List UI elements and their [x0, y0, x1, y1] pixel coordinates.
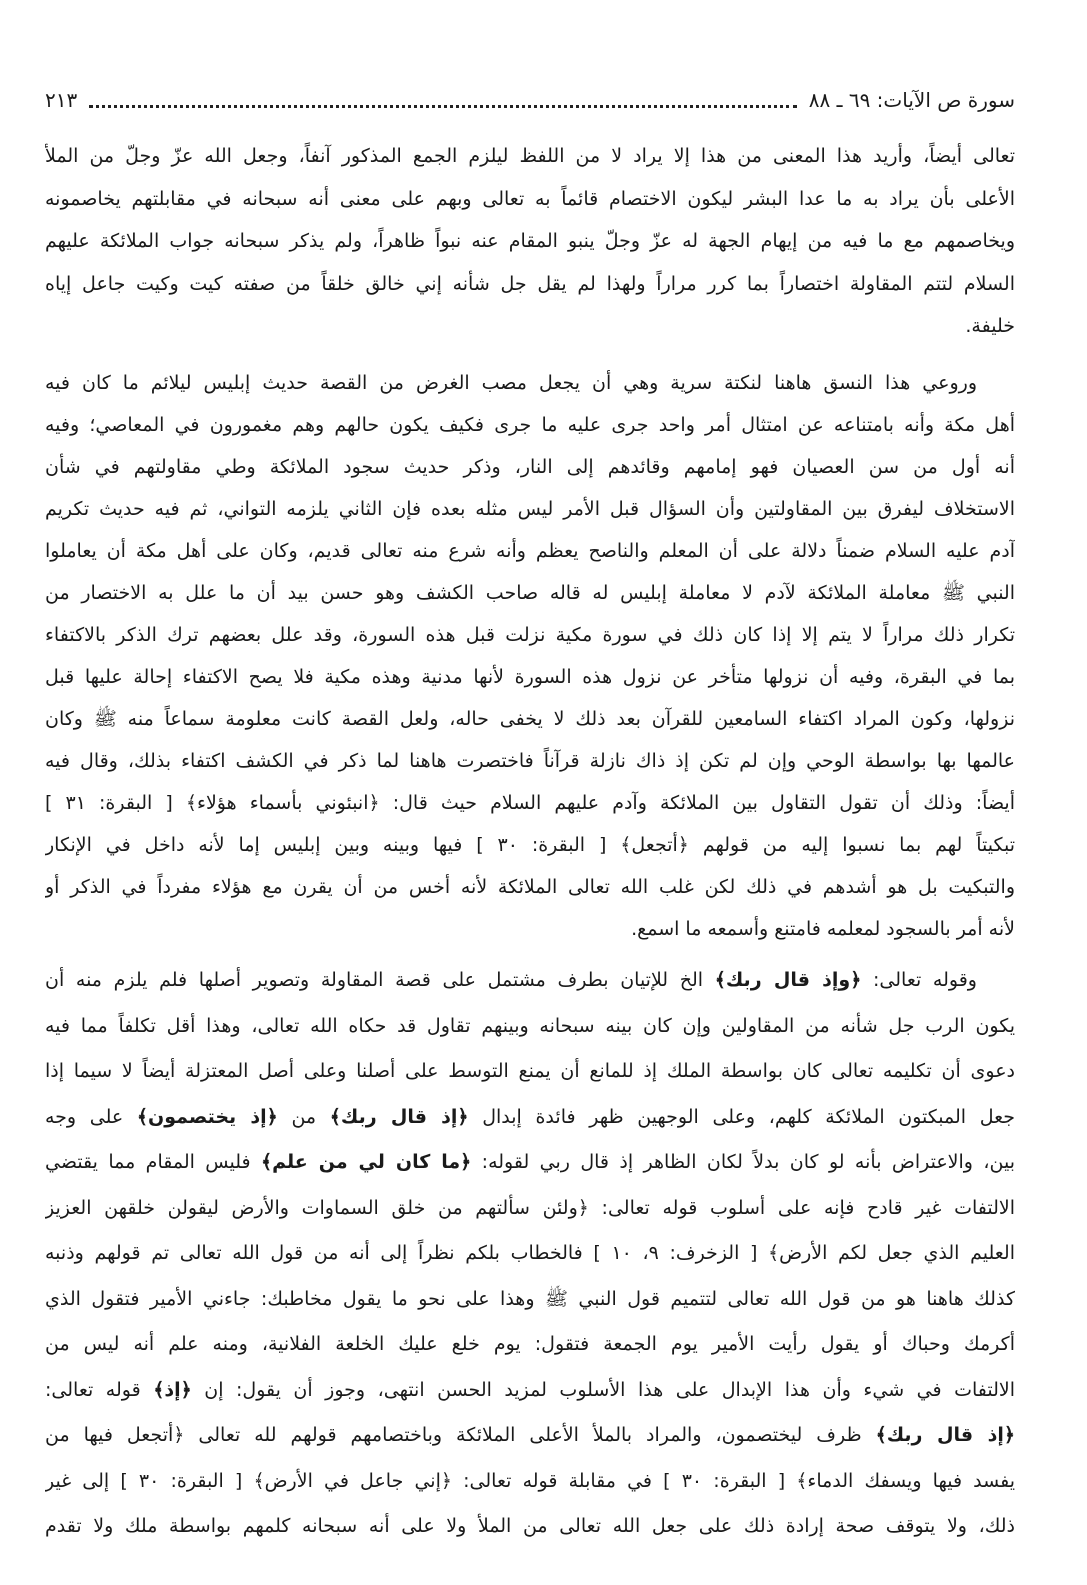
text-segment: قوله تعالى:: [45, 1378, 154, 1401]
dot-leader: [89, 105, 797, 108]
running-header: [45, 82, 1015, 118]
quran-quote: ﴿إذ قال ربك﴾: [875, 1424, 1015, 1446]
text-line: الأعلى بأن يراد به ما عدا البشر ليكون الاختصام قائماً به تعالى وبهم على معنى أنه سبحانه في مقابلتهم يخاصمونه: [45, 187, 1015, 210]
text-line: لأنه أمر بالسجود لمعلمه فامتنع وأسمعه ما اسمع.: [631, 918, 1015, 940]
text-line: يفسد فيها ويسفك الدماء﴾ [ البقرة: ٣٠ ] في مقابلة قوله تعالى: ﴿إني جاعل في الأرض﴾ [ البقرة: ٣٠ ] إلى غير: [45, 1469, 1015, 1492]
text-line: تعالى أيضاً، وأريد هذا المعنى من هذا إلا يراد لا من اللفظ ليلزم الجمع المذكور آنفاً، وجعل الله عزّ وجلّ من الملأ: [45, 145, 1015, 167]
header-title: سورة ص الآيات: ٦٩ ـ ٨٨: [808, 88, 1015, 112]
quran-quote: ﴿إذ قال ربك﴾: [329, 1105, 469, 1128]
text-line: تبكيتاً لهم بما نسبوا إليه من قولهم ﴿أتجعل﴾ [ البقرة: ٣٠ ] فيها وبينه وبين إبليس إما لأنه داخل في الإنكار: [45, 834, 1015, 856]
text-line: ويخاصمهم مع ما فيه من إيهام الجهة له عزّ وجلّ ينبو المقام عنه نبواً ظاهراً، ولم يذكر سبحانه جواب الملائكة عليهم: [45, 230, 1015, 252]
text-line: كذلك هاهنا هو من قول الله تعالى لتتميم قول النبي ﷺ وهذا على نحو ما يقول مخاطبك: جاءني الأمير فتقول الذي: [45, 1287, 1015, 1310]
text-line: [45, 958, 1015, 1004]
text-line: عالمها بها بواسطة الوحي وإن لم تكن إذ ذاك نازلة قرآناً فاختصرت هاهنا لما ذكر في الكشف اكتفاء بذلك، وقال فيه: [45, 750, 1015, 772]
quran-quote: ﴿إذ يختصمون﴾: [136, 1105, 278, 1128]
text-line: أنه أول من سن العصيان فهو إمامهم وقائدهم إلى النار، وذكر حديث سجود الملائكة وطي مقاولتهم في شأن: [45, 456, 1015, 478]
text-line: دعوى أن تكليمه تعالى كان بواسطة الملك إذ للمانع أن يمنع التوسط على أصلنا وعلى أصل المعتزلة أيضاً لا سيما إذا: [45, 1060, 1015, 1082]
text-line: والتبكيت بل هو أشدهم في ذلك لكن غلب الله تعالى الملائكة لأنه أخس من أن يقرن مع هؤلاء مفرداً في الذكر أو: [45, 876, 1015, 898]
text-line: بما في البقرة، وفيه أن نزولها متأخر عن نزول هذه السورة لأنها مدنية وهذه مكية فلا يصح الاكتفاء إحالة عليها قبل: [45, 666, 1015, 688]
text-segment: الخ للإتيان بطرف مشتمل على قصة المقاولة وتصوير أصلها فلم يلزم منه أن: [45, 969, 715, 991]
quran-quote: ﴿إذ﴾: [153, 1378, 192, 1401]
text-line: الالتفات غير قادح فإنه على أسلوب قوله تعالى: ﴿ولئن سألتهم من خلق السماوات والأرض ليقولن خلقهن العزيز: [45, 1196, 1015, 1219]
quran-quote: ﴿ما كان لي من علم﴾: [261, 1151, 472, 1173]
text-segment: الالتفات في شيء وأن هذا الإبدال على هذا الأسلوب لمزيد الحسن انتهى، وجوز أن يقول: إن: [191, 1378, 1015, 1401]
text-line: أهل مكة وأنه بامتناعه عن امتثال أمر واحد جرى عليه ما جرى فكيف يكون حالهم وهم مغمورون في المعاصي؛ وفيه: [45, 414, 1015, 436]
text-line: آدم عليه السلام ضمناً دلالة على أن المعلم والناصح يعظم وأنه شرع منه تعالى قديم، وكان على أهل مكة أن يعاملوا: [45, 540, 1015, 562]
text-segment: وقوله تعالى:: [861, 969, 977, 991]
text-segment: على وجه: [45, 1105, 137, 1128]
text-segment: من: [277, 1105, 330, 1128]
text-line: الاستخلاف ليفرق بين المقاولتين وأن السؤال قبل الأمر ليس مثله بعده فإن الثاني يلزمه التواني، ثم فيه حديث تكريم: [45, 498, 1015, 520]
text-line: ذلك، ولا يتوقف صحة إرادة ذلك على جعل الله تعالى من الملأ ولا على أنه سبحانه كلمهم بواسطة ملك ولا تقدم: [45, 1515, 1015, 1537]
text-line: العليم الذي جعل لكم الأرض﴾ [ الزخرف: ٩، ١٠ ] فالخطاب بلكم نظراً إلى أنه من قول الله تعالى تم قولهم وذنبه: [45, 1242, 1015, 1264]
text-line: أكرمك وحباك أو يقول رأيت الأمير يوم الجمعة فتقول: يوم خلع عليك الخلعة الفلانية، ومنه علم أنه ليس من: [45, 1333, 1015, 1355]
text-segment: بين، والاعتراض بأنه لو كان بدلاً لكان الظاهر إذ قال ربي لقوله:: [471, 1151, 1015, 1173]
text-line: يكون الرب جل شأنه من المقاولين وإن كان بينه سبحانه وبينهم تقاول قد حكاه الله تعالى، وهذا أقل تكلفاً مما فيه: [45, 1014, 1015, 1037]
text-line: خليفة.: [965, 315, 1015, 337]
quran-quote: ﴿وإذ قال ربك﴾: [714, 969, 862, 991]
paragraph: [45, 958, 1015, 1550]
text-line: أيضاً: وذلك أن تقول التقاول بين الملائكة وآدم عليهم السلام حيث قال: ﴿انبئوني بأسماء هؤلاء﴾ [ البقرة: ٣١ ]: [45, 792, 1015, 814]
text-line: نزولها، وكون المراد اكتفاء السامعين للقرآن بعد ذلك لا يخفى حاله، ولعل القصة كانت معلومة سماعاً منه ﷺ وكان: [45, 708, 1015, 730]
text-segment: ظرف ليختصمون، والمراد بالملأ الأعلى الملائكة وباختصامهم قولهم لله تعالى ﴿أتجعل فيها من: [45, 1424, 876, 1446]
paragraph: [45, 135, 1015, 348]
text-line: وروعي هذا النسق هاهنا لنكتة سرية وهي أن يجعل مصب الغرض من القصة حديث إبليس ليلائم ما كان فيه: [45, 372, 977, 394]
text-line: السلام لتتم المقاولة اختصاراً بما كرر مراراً ولهذا لم يقل جل شأنه إني خالق خلقاً من صفته كيت وكيت جاعل إياه: [45, 272, 1015, 295]
text-line: [45, 1095, 1015, 1141]
paragraph: [45, 362, 1015, 950]
page-number: ٢١٣: [45, 88, 78, 112]
text-line: النبي ﷺ معاملة الملائكة لآدم لا معاملة إبليس له قاله صاحب الكشف وهو حسن بيد أن ما علل به الاختصار من: [45, 582, 1015, 604]
text-line: [45, 1413, 1015, 1459]
text-segment: جعل المبكتون الملائكة كلهم، وعلى الوجهين ظهر فائدة إبدال: [468, 1105, 1015, 1128]
text-line: تكرار ذلك مراراً لا يتم إلا إذا كان ذلك في سورة مكية نزلت قبل هذه السورة، وقد علل بعضهم ترك الذكر بالاكتفاء: [45, 624, 1015, 646]
text-line: [45, 1368, 1015, 1414]
text-segment: فليس المقام مما يقتضي: [45, 1151, 261, 1173]
text-line: [45, 1140, 1015, 1186]
